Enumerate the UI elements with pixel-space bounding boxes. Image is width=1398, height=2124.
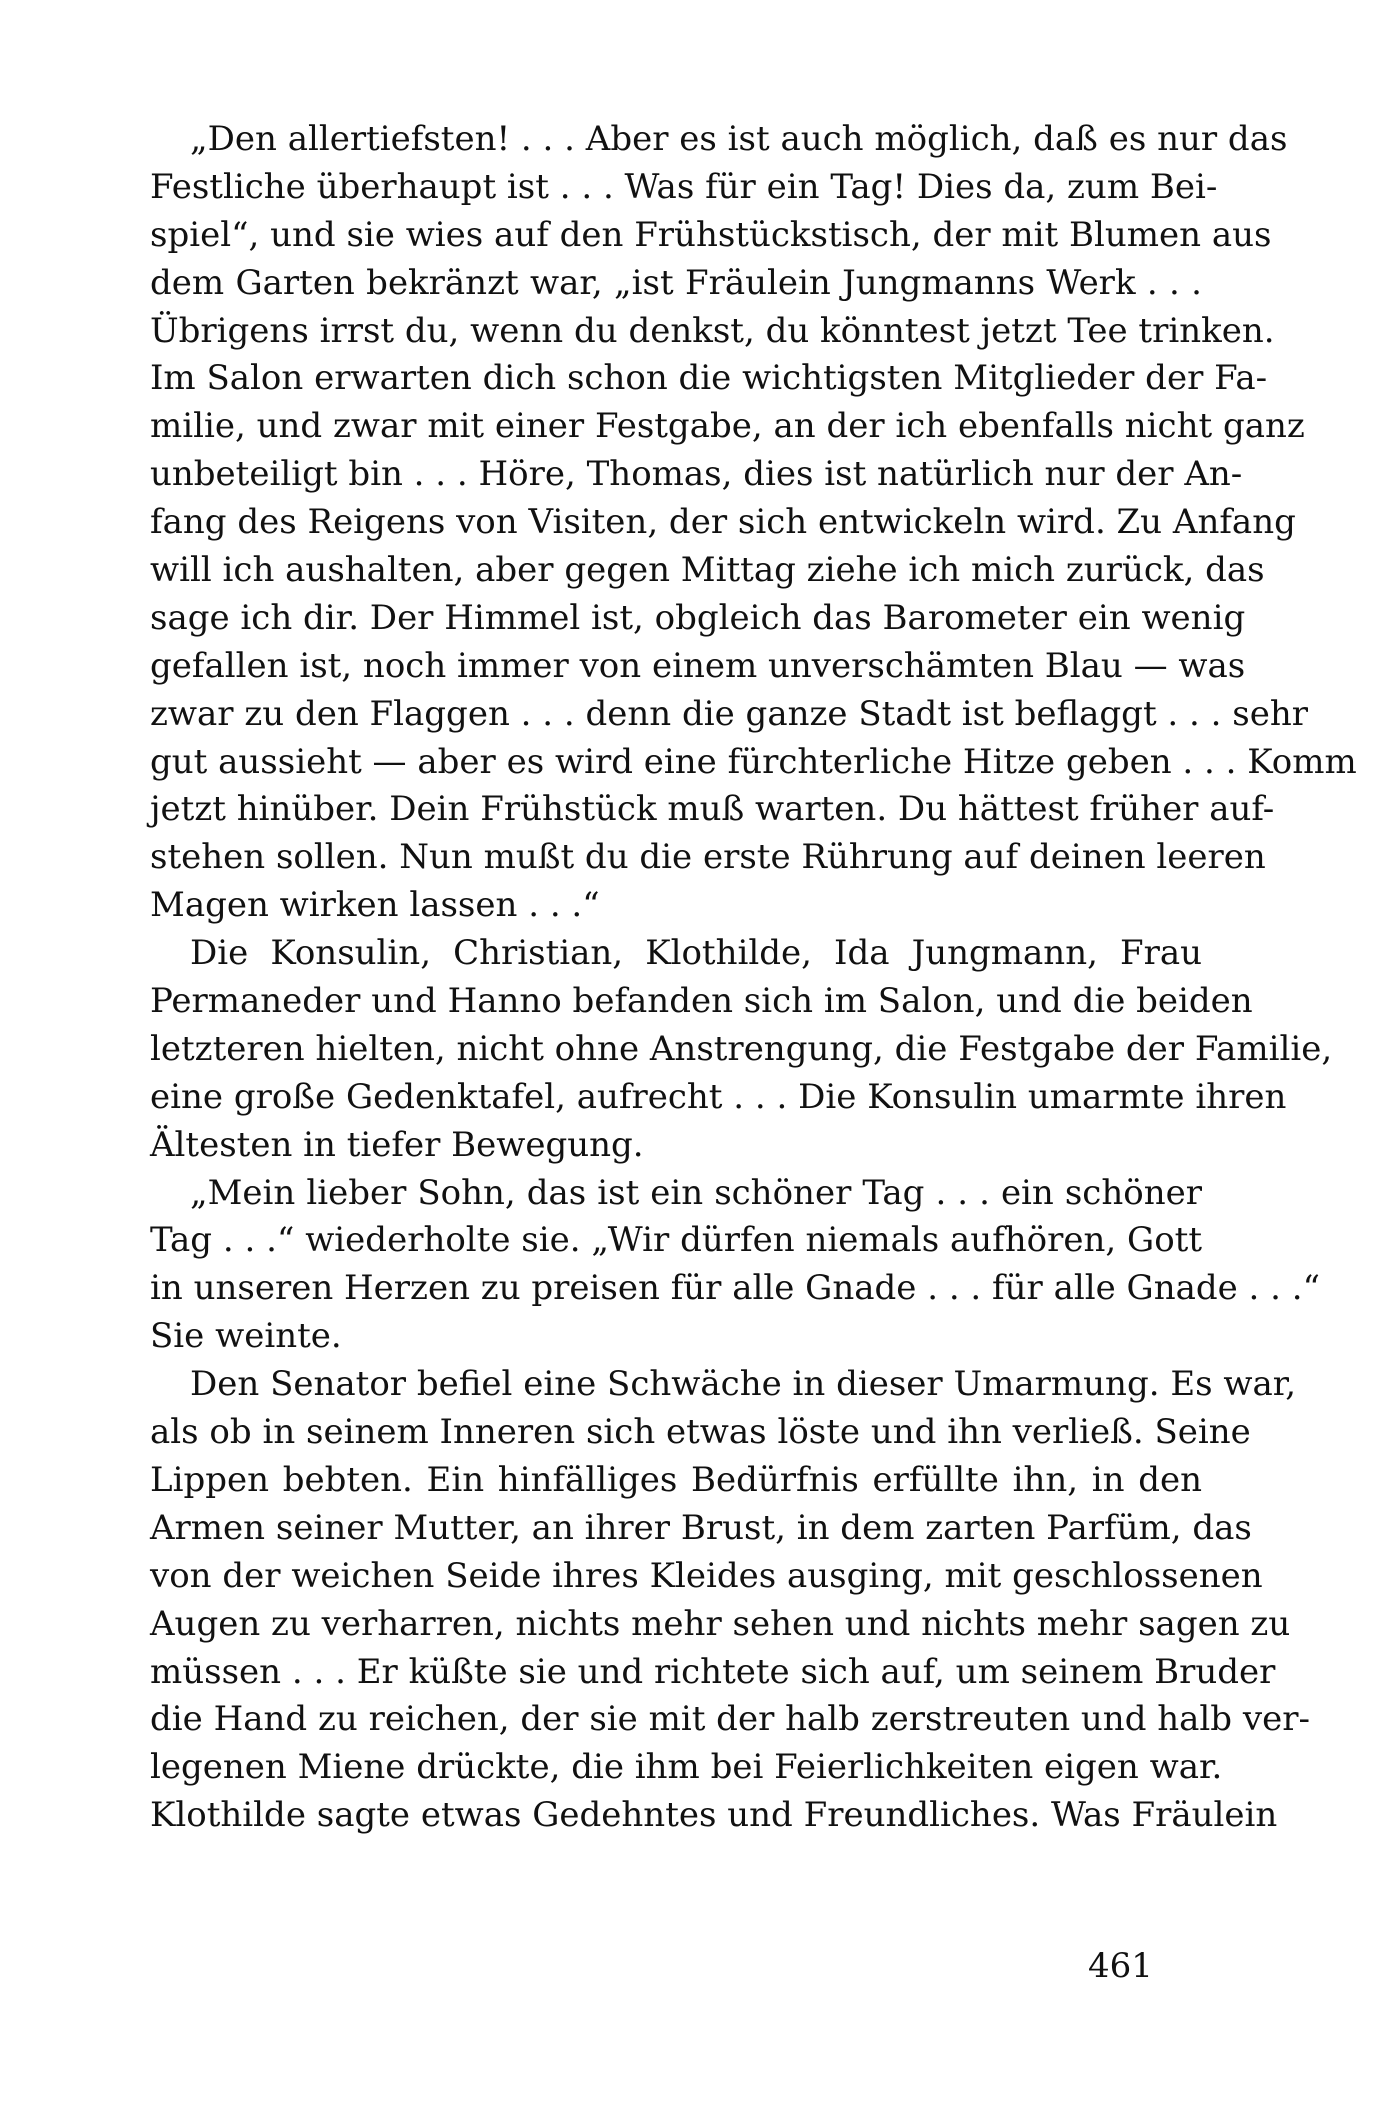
text-line: fang des Reigens von Visiten, der sich entwickeln wird. Zu Anfang xyxy=(150,502,1296,543)
text-line: eine große Gedenktafel, aufrecht . . . Die Konsulin umarmte ihren xyxy=(150,1076,1287,1117)
text-line: zwar zu den Flaggen . . . denn die ganze Stadt ist beflaggt . . . sehr xyxy=(150,693,1308,734)
text-line: Übrigens irrst du, wenn du denkst, du könntest jetzt Tee trinken. xyxy=(150,310,1275,351)
text-line: „Den allertiefsten! . . . Aber es ist auch möglich, daß es nur das xyxy=(190,119,1288,159)
text-line: als ob in seinem Inneren sich etwas löste und ihn verließ. Seine xyxy=(150,1412,1251,1453)
text-line: von der weichen Seide ihres Kleides ausging, mit geschlossenen xyxy=(150,1555,1263,1596)
text-line: sage ich dir. Der Himmel ist, obgleich das Barometer ein wenig xyxy=(150,597,1246,638)
text-line: Klothilde sagte etwas Gedehntes und Freundliches. Was Fräulein xyxy=(150,1795,1278,1836)
text-line: müssen . . . Er küßte sie und richtete sich auf, um seinem Bruder xyxy=(150,1651,1276,1692)
text-line: Augen zu verharren, nichts mehr sehen und nichts mehr sagen zu xyxy=(150,1603,1291,1644)
text-line: Lippen bebten. Ein hinfälliges Bedürfnis erfüllte ihn, in den xyxy=(150,1459,1202,1500)
text-line: Sie weinte. xyxy=(150,1316,342,1357)
text-line: spiel“, und sie wies auf den Frühstückstisch, der mit Blumen aus xyxy=(150,214,1272,255)
text-line: will ich aushalten, aber gegen Mittag ziehe ich mich zurück, das xyxy=(150,550,1265,591)
text-line: unbeteiligt bin . . . Höre, Thomas, dies ist natürlich nur der An- xyxy=(150,454,1243,495)
text-line: Festliche überhaupt ist . . . Was für ein Tag! Dies da, zum Bei- xyxy=(150,166,1218,207)
text-line: Armen seiner Mutter, an ihrer Brust, in dem zarten Parfüm, das xyxy=(150,1507,1252,1548)
text-line: gefallen ist, noch immer von einem unverschämten Blau — was xyxy=(150,645,1246,686)
text-line: Die Konsulin, Christian, Klothilde, Ida Jungmann, Frau xyxy=(190,933,1202,974)
text-line: milie, und zwar mit einer Festgabe, an der ich ebenfalls nicht ganz xyxy=(150,406,1305,447)
text-line: letzteren hielten, nicht ohne Anstrengung, die Festgabe der Familie, xyxy=(150,1028,1333,1069)
text-line: jetzt hinüber. Dein Frühstück muß warten. Du hättest früher auf- xyxy=(150,789,1275,830)
text-line: Tag . . .“ wiederholte sie. „Wir dürfen niemals aufhören, Gott xyxy=(150,1220,1202,1261)
text-line: Den Senator befiel eine Schwäche in dieser Umarmung. Es war, xyxy=(190,1364,1297,1405)
text-line: die Hand zu reichen, der sie mit der halb zerstreuten und halb ver- xyxy=(150,1699,1310,1740)
text-line: „Mein lieber Sohn, das ist ein schöner Tag . . . ein schöner xyxy=(190,1172,1202,1213)
text-line: Im Salon erwarten dich schon die wichtigsten Mitglieder der Fa- xyxy=(150,358,1268,399)
text-line: Permaneder und Hanno befanden sich im Salon, und die beiden xyxy=(150,981,1253,1022)
text-line: stehen sollen. Nun mußt du die erste Rührung auf deinen leeren xyxy=(150,837,1266,878)
text-line: in unseren Herzen zu preisen für alle Gnade . . . für alle Gnade . . .“ xyxy=(150,1268,1320,1309)
body-text xyxy=(150,116,1357,1840)
page-number: 461 xyxy=(1088,1946,1153,1986)
text-line: dem Garten bekränzt war, „ist Fräulein Jungmanns Werk . . . xyxy=(150,262,1202,303)
text-line: Magen wirken lassen . . .“ xyxy=(150,885,600,926)
text-line: Ältesten in tiefer Bewegung. xyxy=(150,1124,644,1165)
text-line: legenen Miene drückte, die ihm bei Feierlichkeiten eigen war. xyxy=(150,1747,1223,1788)
text-line: gut aussieht — aber es wird eine fürchterliche Hitze geben . . . Komm xyxy=(150,741,1357,782)
